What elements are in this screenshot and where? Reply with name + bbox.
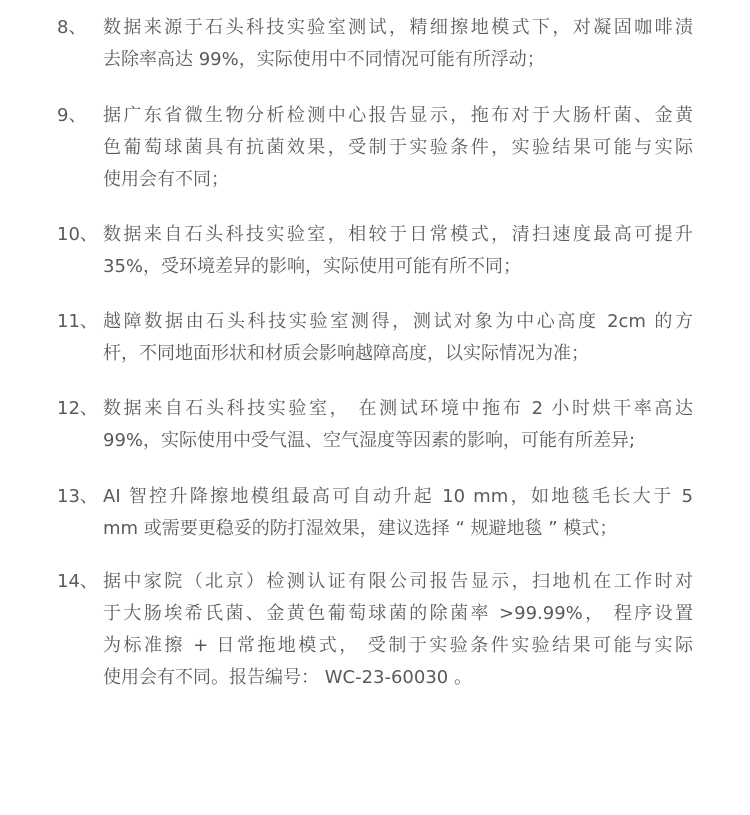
footnote-line: AI 智控升降擦地模组最高可自动升起 10 mm，如地毯毛长大于 5: [103, 486, 693, 507]
footnote-line: 为标准擦 + 日常拖地模式， 受制于实验条件实验结果可能与实际: [103, 635, 693, 656]
footnote-line: 于大肠埃希氏菌、金黄色葡萄球菌的除菌率 >99.99%， 程序设置: [103, 603, 693, 624]
footnote-line: 99%，实际使用中受气温、空气湿度等因素的影响，可能有所差异;: [103, 430, 636, 451]
footnote-line: 杆，不同地面形状和材质会影响越障高度，以实际情况为准；: [103, 343, 589, 364]
footnote-number: 13、: [57, 486, 98, 507]
footnote-number: 9、: [57, 105, 87, 126]
footnote-text: [103, 12, 693, 76]
footnote-text: [103, 306, 693, 370]
footnote-line: 数据来自石头科技实验室， 在测试环境中拖布 2 小时烘干率高达: [103, 398, 693, 419]
footnote-line: 据广东省微生物分析检测中心报告显示，拖布对于大肠杆菌、金黄: [103, 105, 693, 126]
footnote-text: [103, 393, 693, 457]
footnote-text: [103, 481, 693, 545]
footnote-text: [103, 100, 693, 196]
footnote-line: mm 或需要更稳妥的防打湿效果，建议选择 “ 规避地毯 ” 模式；: [103, 518, 618, 539]
footnote-number: 11、: [57, 311, 98, 332]
footnote-text: [103, 219, 693, 283]
footnote-line: 使用会有不同；: [103, 169, 229, 190]
footnote-line: 去除率高达 99%，实际使用中不同情况可能有所浮动；: [103, 49, 545, 70]
footnote-line: 据中家院（北京）检测认证有限公司报告显示，扫地机在工作时对: [103, 571, 693, 592]
footnote-number: 10、: [57, 224, 98, 245]
footnote-number: 12、: [57, 398, 98, 419]
footnote-line: 越障数据由石头科技实验室测得，测试对象为中心高度 2cm 的方: [103, 311, 693, 332]
footnote-number: 14、: [57, 571, 98, 592]
footnote-line: 35%，受环境差异的影响，实际使用可能有所不同；: [103, 256, 522, 277]
footnote-line: 使用会有不同。报告编号： WC-23-60030 。: [103, 667, 472, 688]
footnote-number: 8、: [57, 17, 87, 38]
footnote-line: 数据来自石头科技实验室，相较于日常模式，清扫速度最高可提升: [103, 224, 693, 245]
footnote-line: 数据来源于石头科技实验室测试，精细擦地模式下，对凝固咖啡渍: [103, 17, 693, 38]
footnote-line: 色葡萄球菌具有抗菌效果，受制于实验条件，实验结果可能与实际: [103, 137, 693, 158]
footnote-text: [103, 566, 693, 694]
